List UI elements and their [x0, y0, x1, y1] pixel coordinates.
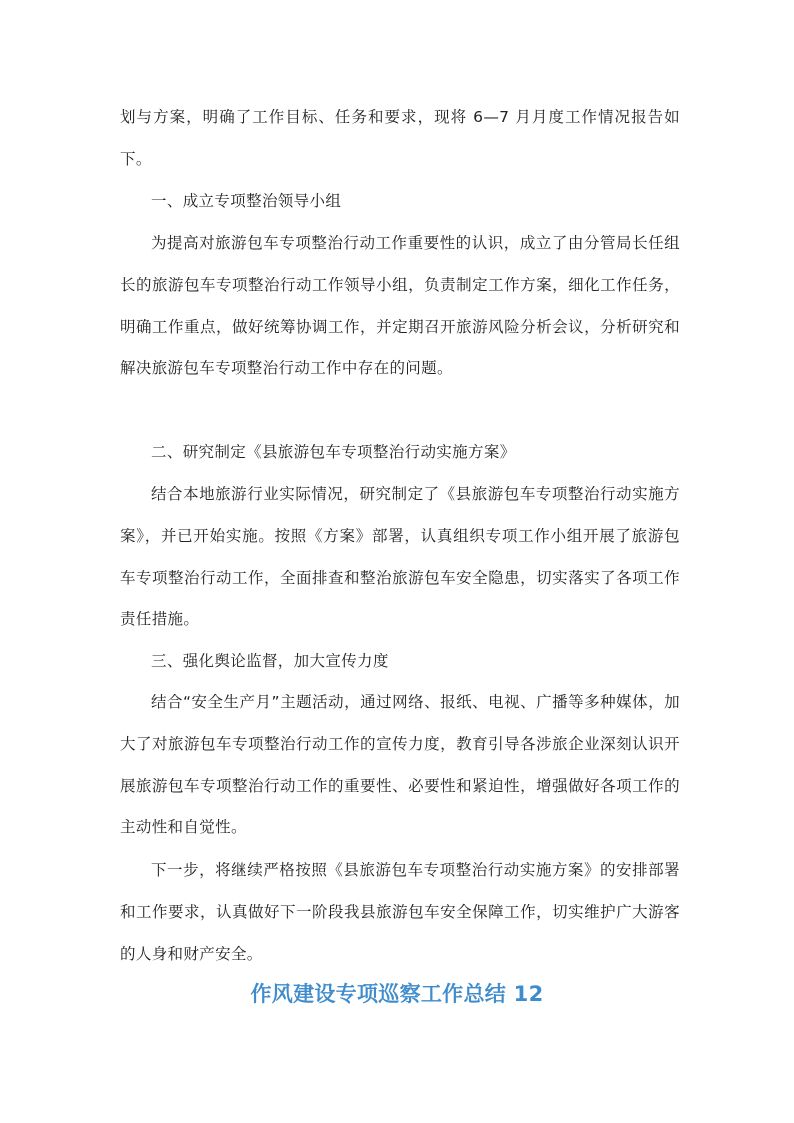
paragraph-section-3: 结合“安全生产月”主题活动，通过网络、报纸、电视、广播等多种媒体，加大了对旅游包车专项整治行动工作的宣传力度，教育引导各涉旅企业深刻认识开展旅游包车专项整治行动工作的重要性、必要性和紧迫性，增强做好各项工作的主动性和自觉性。	[120, 693, 680, 837]
paragraph-next-steps: 下一步，将继续严格按照《县旅游包车专项整治行动实施方案》的安排部署和工作要求，认真做好下一阶段我县旅游包车安全保障工作，切实维护广大游客的人身和财产安全。	[120, 861, 680, 963]
section-heading-3: 三、强化舆论监督，加大宣传力度	[151, 652, 389, 670]
paragraph-continuation: 划与方案，明确了工作目标、任务和要求，现将 6—7 月月度工作情况报告如下。	[120, 108, 680, 168]
next-document-title: 作风建设专项巡察工作总结 12	[250, 982, 544, 1006]
paragraph-section-1: 为提高对旅游包车专项整治行动工作重要性的认识，成立了由分管局长任组长的旅游包车专项整治行动工作领导小组，负责制定工作方案，细化工作任务，明确工作重点，做好统筹协调工作，并定期召开旅游风险分析会议，分析研究和解决旅游包车专项整治行动工作中存在的问题。	[120, 234, 680, 378]
paragraph-section-2: 结合本地旅游行业实际情况，研究制定了《县旅游包车专项整治行动实施方案》，并已开始实施。按照《方案》部署，认真组织专项工作小组开展了旅游包车专项整治行动工作，全面排查和整治旅游包车安全隐患，切实落实了各项工作责任措施。	[120, 485, 680, 629]
section-heading-1: 一、成立专项整治领导小组	[151, 192, 342, 210]
section-heading-2: 二、研究制定《县旅游包车专项整治行动实施方案》	[151, 443, 516, 461]
